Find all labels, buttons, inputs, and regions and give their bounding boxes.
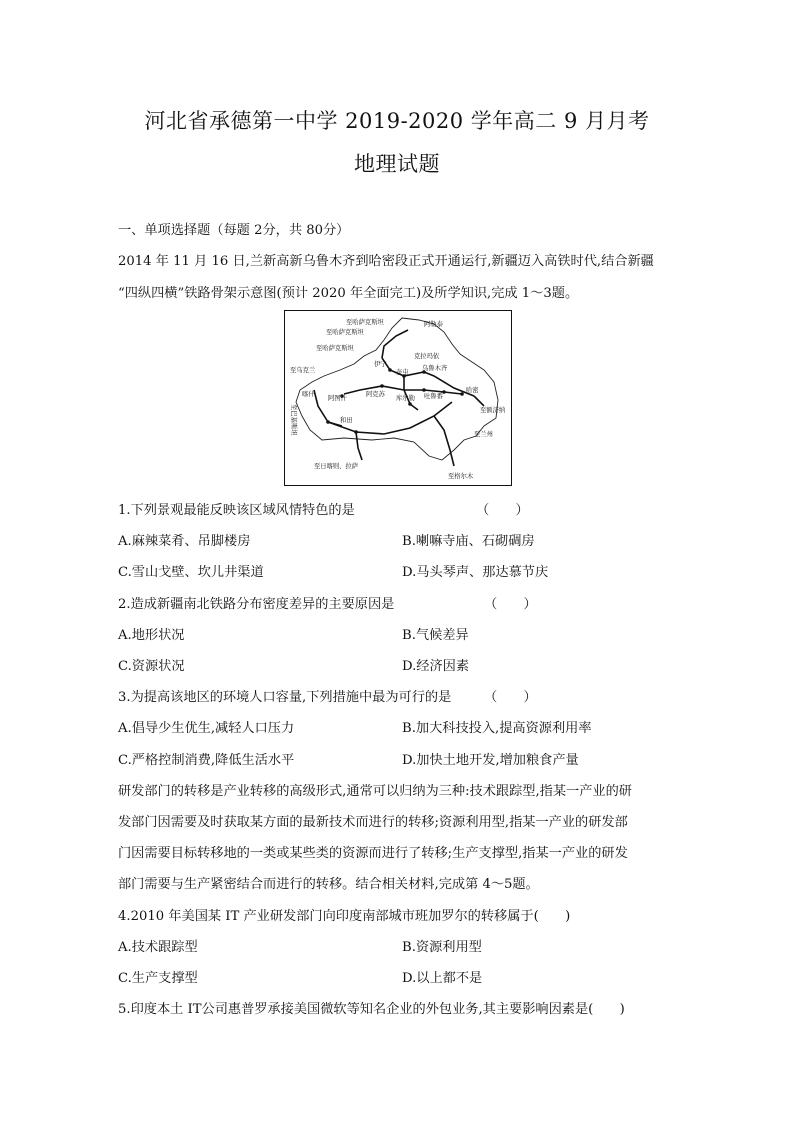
question-3-option-b: B.加大科技投入,提高资源利用率 xyxy=(402,721,592,736)
question-1-option-a: A.麻辣菜肴、吊脚楼房 xyxy=(118,534,251,549)
question-1-answer-blank: （ ） xyxy=(476,503,529,518)
label-to-ejina: 至额济纳 xyxy=(480,407,506,414)
question-3-option-c: C.严格控制消费,降低生活水平 xyxy=(118,753,295,768)
label-atushi: 阿图什 xyxy=(328,395,347,402)
question-3-stem: 3.为提高该地区的环境人口容量,下列措施中最为可行的是 xyxy=(118,690,452,705)
intro-line-2: “四纵四横”铁路骨架示意图(预计 2020 年全面完工)及所学知识,完成 1～3题。 xyxy=(118,286,579,301)
question-3-option-a: A.倡导少生优生,减轻人口压力 xyxy=(118,721,295,736)
question-5-stem: 5.印度本土 IT公司惠普罗承接美国微软等知名企业的外包业务,其主要影响因素是( ) xyxy=(118,1002,625,1017)
question-4-option-c: C.生产支撑型 xyxy=(118,971,198,986)
material-line-3: 门因需要目标转移地的一类或某些类的资源而进行了转移;生产支撑型,指某一产业的研发 xyxy=(118,846,628,861)
label-hami: 哈密 xyxy=(466,387,479,394)
label-kazakh-1: 至哈萨克斯坦 xyxy=(346,319,384,326)
question-2-stem: 2.造成新疆南北铁路分布密度差异的主要原因是 xyxy=(118,597,395,612)
question-4-option-d: D.以上都不是 xyxy=(402,971,483,986)
label-to-lhasa: 至日喀则、拉萨 xyxy=(314,463,359,470)
label-to-golmud: 至格尔木 xyxy=(448,473,474,480)
material-line-4: 部门需要与生产紧密结合而进行的转移。结合相关材料,完成第 4～5题。 xyxy=(118,877,539,892)
material-line-2: 发部门因需要及时获取某方面的最新技术而进行的转移;资源利用型,指某一产业的研发部 xyxy=(118,815,628,830)
question-4-option-a: A.技术跟踪型 xyxy=(118,940,198,955)
label-kuitun: 奎屯 xyxy=(396,369,409,376)
label-korla: 库尔勒 xyxy=(396,395,415,402)
question-1-option-c: C.雪山戈壁、坎儿井渠道 xyxy=(118,565,264,580)
question-1-option-b: B.喇嘛寺庙、石砌碉房 xyxy=(402,534,535,549)
label-to-kyrgyz: 至乌克兰 xyxy=(290,367,316,374)
label-aksu: 阿克苏 xyxy=(366,391,385,398)
question-2-option-b: B.气候差异 xyxy=(402,628,469,643)
label-turpan: 吐鲁番 xyxy=(424,393,443,400)
label-kashgar: 喀什 xyxy=(302,391,315,398)
label-altay: 阿勒泰 xyxy=(424,321,443,328)
label-hotan: 和田 xyxy=(340,417,353,424)
map-svg xyxy=(284,310,512,486)
question-3-answer-blank: （ ） xyxy=(484,690,537,705)
exam-title: 河北省承德第一中学 2019-2020 学年高二 9 月月考 xyxy=(144,109,650,133)
material-line-1: 研发部门的转移是产业转移的高级形式,通常可以归纳为三种:技术跟踪型,指某一产业的研 xyxy=(118,784,632,799)
section-header: 一、单项选择题（每题 2分，共 80分） xyxy=(118,223,350,238)
question-2-option-a: A.地形状况 xyxy=(118,628,185,643)
xinjiang-railway-map xyxy=(284,310,512,486)
question-4-option-b: B.资源利用型 xyxy=(402,940,482,955)
question-2-option-d: D.经济因素 xyxy=(402,659,470,674)
label-urumqi: 乌鲁木齐 xyxy=(422,365,448,372)
label-kazakh-2: 至哈萨克斯坦 xyxy=(326,329,364,336)
intro-line-1: 2014 年 11 月 16 日,兰新高新乌鲁木齐到哈密段正式开通运行,新疆迈入高铁时代,结合新疆 xyxy=(118,254,654,269)
question-4-stem: 4.2010 年美国某 IT 产业研发部门向印度南部城市班加罗尔的转移属于( ) xyxy=(118,909,571,924)
question-2-option-c: C.资源状况 xyxy=(118,659,185,674)
label-to-pakistan: 至巴基斯坦 xyxy=(290,404,297,436)
question-3-option-d: D.加快土地开发,增加粮食产量 xyxy=(402,753,579,768)
label-to-lanzhou: 至兰州 xyxy=(474,431,493,438)
question-1-option-d: D.马头琴声、那达慕节庆 xyxy=(402,565,549,580)
label-yining: 伊宁 xyxy=(374,361,387,368)
label-karamay: 克拉玛依 xyxy=(414,353,440,360)
question-2-answer-blank: （ ） xyxy=(484,597,537,612)
label-kazakh-3: 至哈萨克斯坦 xyxy=(316,345,354,352)
exam-subtitle: 地理试题 xyxy=(354,152,440,176)
question-1-stem: 1.下列景观最能反映该区域风情特色的是 xyxy=(118,503,355,518)
